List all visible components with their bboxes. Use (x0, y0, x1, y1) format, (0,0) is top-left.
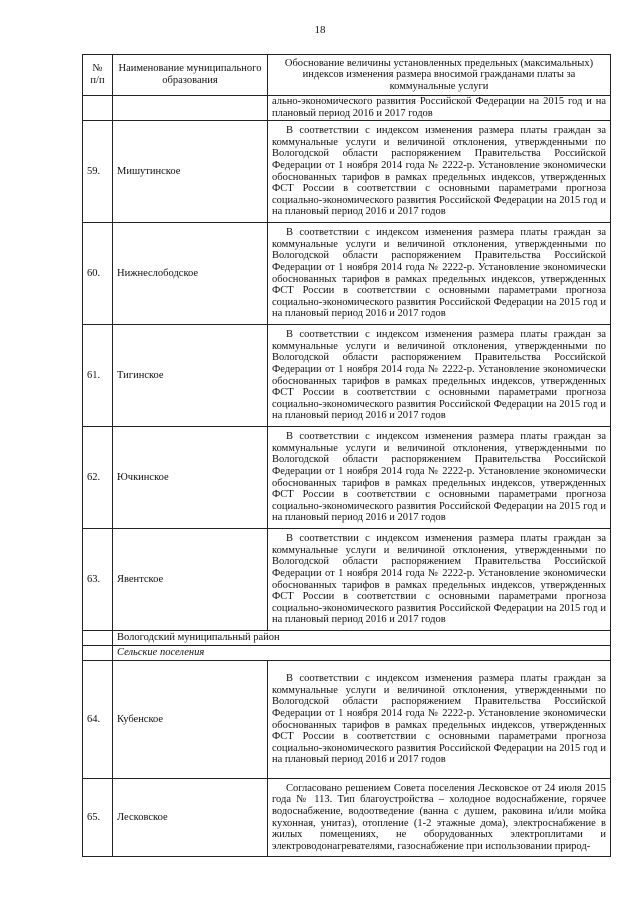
table-row (83, 661, 611, 779)
table-row (83, 121, 611, 223)
municipality-name: Тигинское (113, 325, 268, 427)
continuation-row (83, 96, 611, 121)
basis-text: В соответствии с индексом изменения размера платы граждан за коммунальные услуги и величиной отклонения, утвержденными по Вологодской области распоряжением Правительства Российской Федерации от 1 ноября 2014 года № 2222-р. Установление экономически обоснованных тарифов в рамках предельных индексов, утвержденных ФСТ России в соответствии с основными параметрами прогноза социально-экономического развития Российской Федерации на 2015 год и на плановый период 2016 и 2017 годов (268, 121, 611, 223)
table-header-row (83, 55, 611, 96)
basis-text: В соответствии с индексом изменения размера платы граждан за коммунальные услуги и величиной отклонения, утвержденными по Вологодской области распоряжением Правительства Российской Федерации от 1 ноября 2014 года № 2222-р. Установление экономически обоснованных тарифов в рамках предельных индексов, утвержденных ФСТ России в соответствии с основными параметрами прогноза социально-экономического развития Российской Федерации на 2015 год и на плановый период 2016 и 2017 годов (268, 661, 611, 779)
municipality-name: Явентское (113, 529, 268, 631)
region-row (83, 631, 611, 646)
table-row (83, 223, 611, 325)
table-row (83, 779, 611, 857)
municipality-name: Кубенское (113, 661, 268, 779)
basis-text: В соответствии с индексом изменения размера платы граждан за коммунальные услуги и величиной отклонения, утвержденными по Вологодской области распоряжением Правительства Российской Федерации от 1 ноября 2014 года № 2222-р. Установление экономически обоснованных тарифов в рамках предельных индексов, утвержденных ФСТ России в соответствии с основными параметрами прогноза социально-экономического развития Российской Федерации на 2015 год и на плановый период 2016 и 2017 годов (268, 325, 611, 427)
row-number: 65. (83, 779, 113, 857)
municipality-name: Ючкинское (113, 427, 268, 529)
row-number: 63. (83, 529, 113, 631)
basis-text: В соответствии с индексом изменения размера платы граждан за коммунальные услуги и величиной отклонения, утвержденными по Вологодской области распоряжением Правительства Российской Федерации от 1 ноября 2014 года № 2222-р. Установление экономически обоснованных тарифов в рамках предельных индексов, утвержденных ФСТ России в соответствии с основными параметрами прогноза социально-экономического развития Российской Федерации на 2015 год и на плановый период 2016 и 2017 годов (268, 529, 611, 631)
municipality-name: Лесковское (113, 779, 268, 857)
header-number: № п/п (83, 55, 113, 96)
continuation-text: ально-экономического развития Российской Федерации на 2015 год и на плановый период 2016 и 2017 годов (268, 96, 611, 121)
subsection-title: Сельские поселения (113, 646, 611, 661)
tariff-table (82, 54, 611, 857)
row-number: 59. (83, 121, 113, 223)
row-number: 64. (83, 661, 113, 779)
basis-text: В соответствии с индексом изменения размера платы граждан за коммунальные услуги и величиной отклонения, утвержденными по Вологодской области распоряжением Правительства Российской Федерации от 1 ноября 2014 года № 2222-р. Установление экономически обоснованных тарифов в рамках предельных индексов, утвержденных ФСТ России в соответствии с основными параметрами прогноза социально-экономического развития Российской Федерации на 2015 год и на плановый период 2016 и 2017 годов (268, 223, 611, 325)
page-number: 18 (314, 24, 326, 36)
table-row (83, 427, 611, 529)
basis-text: В соответствии с индексом изменения размера платы граждан за коммунальные услуги и величиной отклонения, утвержденными по Вологодской области распоряжением Правительства Российской Федерации от 1 ноября 2014 года № 2222-р. Установление экономически обоснованных тарифов в рамках предельных индексов, утвержденных ФСТ России в соответствии с основными параметрами прогноза социально-экономического развития Российской Федерации на 2015 год и на плановый период 2016 и 2017 годов (268, 427, 611, 529)
region-title: Вологодский муниципальный район (113, 631, 611, 646)
subsection-row (83, 646, 611, 661)
row-number: 60. (83, 223, 113, 325)
basis-text: Согласовано решением Совета поселения Лесковское от 24 июля 2015 года № 113. Тип благоустройства – холодное водоснабжение, горячее водоснабжение, водоотведение (ванна с душем, раковина и/или мойка кухонная, унитаз), отопление (1-2 этажные дома), электроснабжение в жилых помещениях, не оборудованных электроплитами и электроводонагревателями, газоснабжение при использовании природ- (268, 779, 611, 857)
municipality-name: Нижнеслободское (113, 223, 268, 325)
municipality-name: Мишутинское (113, 121, 268, 223)
row-number: 62. (83, 427, 113, 529)
table-row (83, 325, 611, 427)
header-municipality: Наименование муниципального образования (113, 55, 268, 96)
header-basis: Обоснование величины установленных предельных (максимальных) индексов изменения размера вносимой гражданами платы за коммунальные услуги (268, 55, 611, 96)
table-row (83, 529, 611, 631)
row-number: 61. (83, 325, 113, 427)
